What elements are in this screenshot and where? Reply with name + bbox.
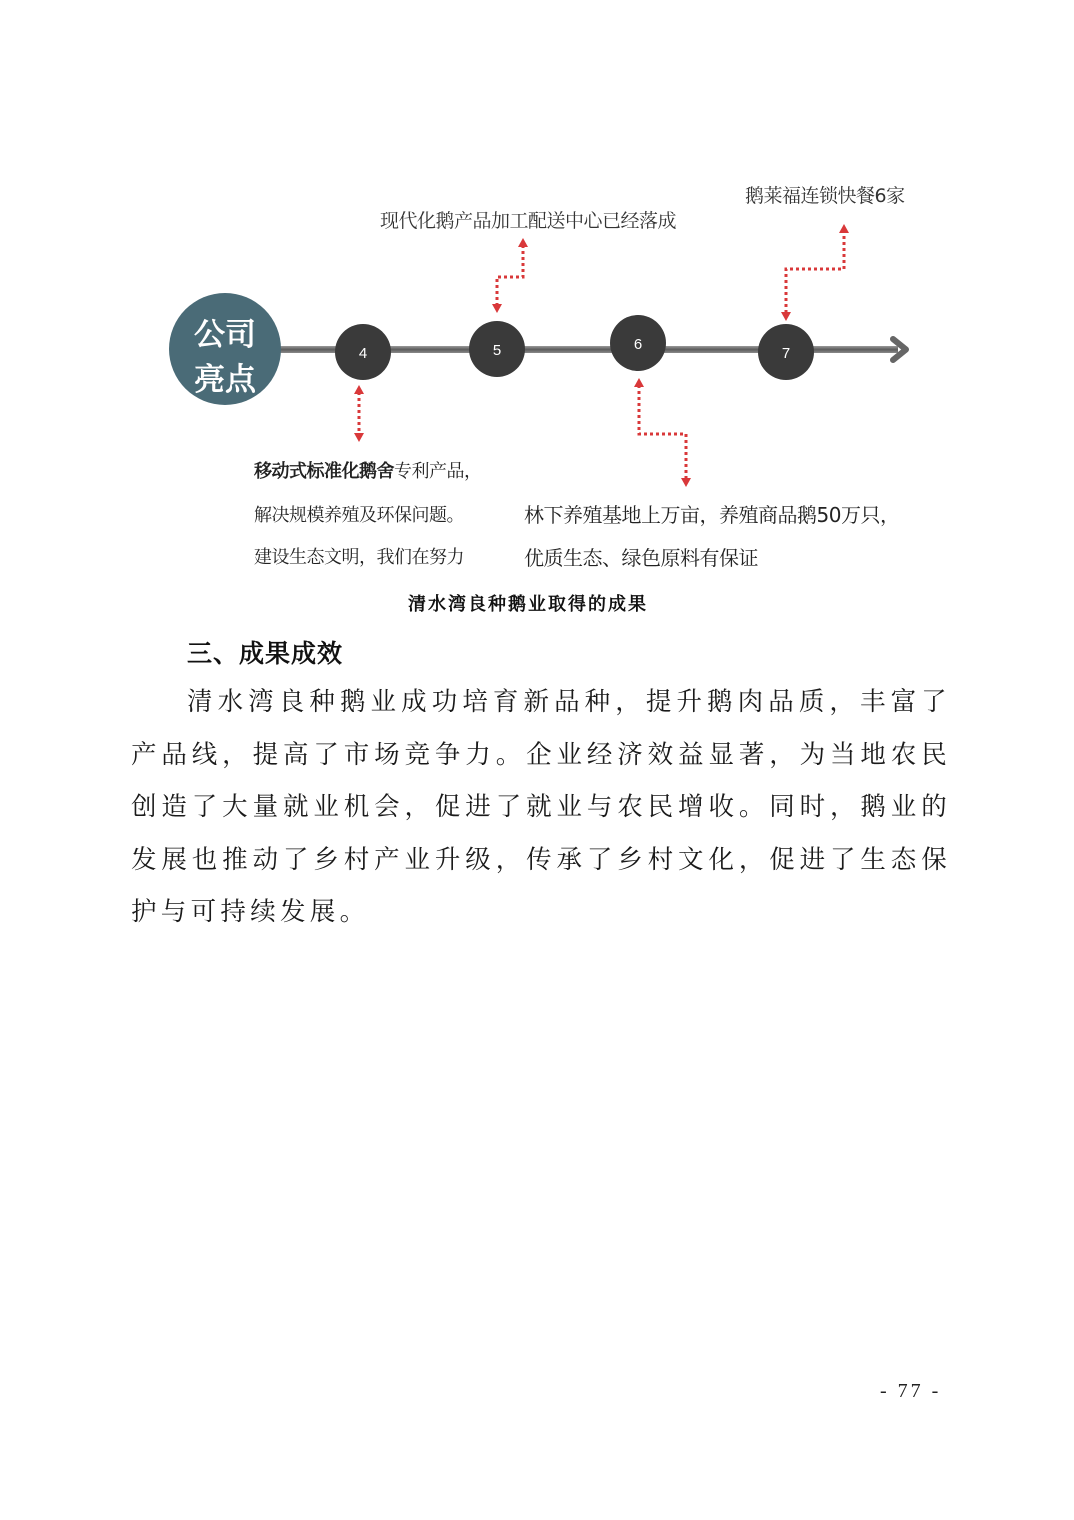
- connector-node-7-arrowhead-bottom: [781, 312, 791, 321]
- page-number: - 77 -: [880, 1380, 942, 1402]
- note-node-6-line1: 林下养殖基地上万亩，养殖商品鹅50万只，: [524, 503, 900, 527]
- figure-caption: 清水湾良种鹅业取得的成果: [408, 594, 648, 615]
- milestone-node-5: 现代化鹅产品加工配送中心已经落成: [380, 210, 677, 232]
- connector-node-4-arrowhead-top: [354, 385, 364, 394]
- note-node-4-rest-text: 专利产品，: [394, 461, 482, 482]
- note-node-4-line3: 建设生态文明，我们在努力: [254, 547, 464, 568]
- timeline-node-7-label: 7: [781, 345, 791, 362]
- milestone-node-7: 鹅莱福连锁快餐6家: [745, 185, 905, 207]
- connector-node-7-arrowhead-top: [839, 224, 849, 233]
- timeline-node-4-label: 4: [358, 345, 368, 362]
- hub-label-line2: 亮点: [194, 362, 256, 398]
- connector-node-5-arrowhead-top: [518, 238, 528, 247]
- section-paragraph: 清水湾良种鹅业成功培育新品种，提升鹅肉品质，丰富了产品线，提高了市场竞争力。企业经济效益显著，为当地农民创造了大量就业机会，促进了就业与农民增收。同时，鹅业的发展也推动了乡村产业升级，传承了乡村文化，促进了生态保护与可持续发展。: [131, 687, 951, 927]
- connector-node-5: [497, 245, 523, 306]
- note-node-4-bold-text: 移动式标准化鹅舍: [254, 461, 394, 482]
- section-heading: 三、成果成效: [187, 639, 344, 668]
- connector-node-7: [786, 231, 844, 313]
- connector-node-6-arrowhead-bottom: [681, 478, 691, 487]
- hub-label-line1: 公司: [194, 317, 256, 353]
- note-node-6-line2: 优质生态、绿色原料有保证: [524, 546, 758, 570]
- note-node-4-line2: 解决规模养殖及环保问题。: [254, 505, 464, 526]
- timeline-node-5-label: 5: [492, 342, 502, 359]
- timeline-node-6-label: 6: [633, 336, 643, 353]
- connector-node-6-arrowhead-top: [634, 378, 644, 387]
- connector-node-4-arrowhead-bottom: [354, 433, 364, 442]
- connector-node-5-arrowhead-bottom: [492, 304, 502, 313]
- connector-node-6: [639, 385, 686, 479]
- note-node-4-line1: [254, 457, 482, 483]
